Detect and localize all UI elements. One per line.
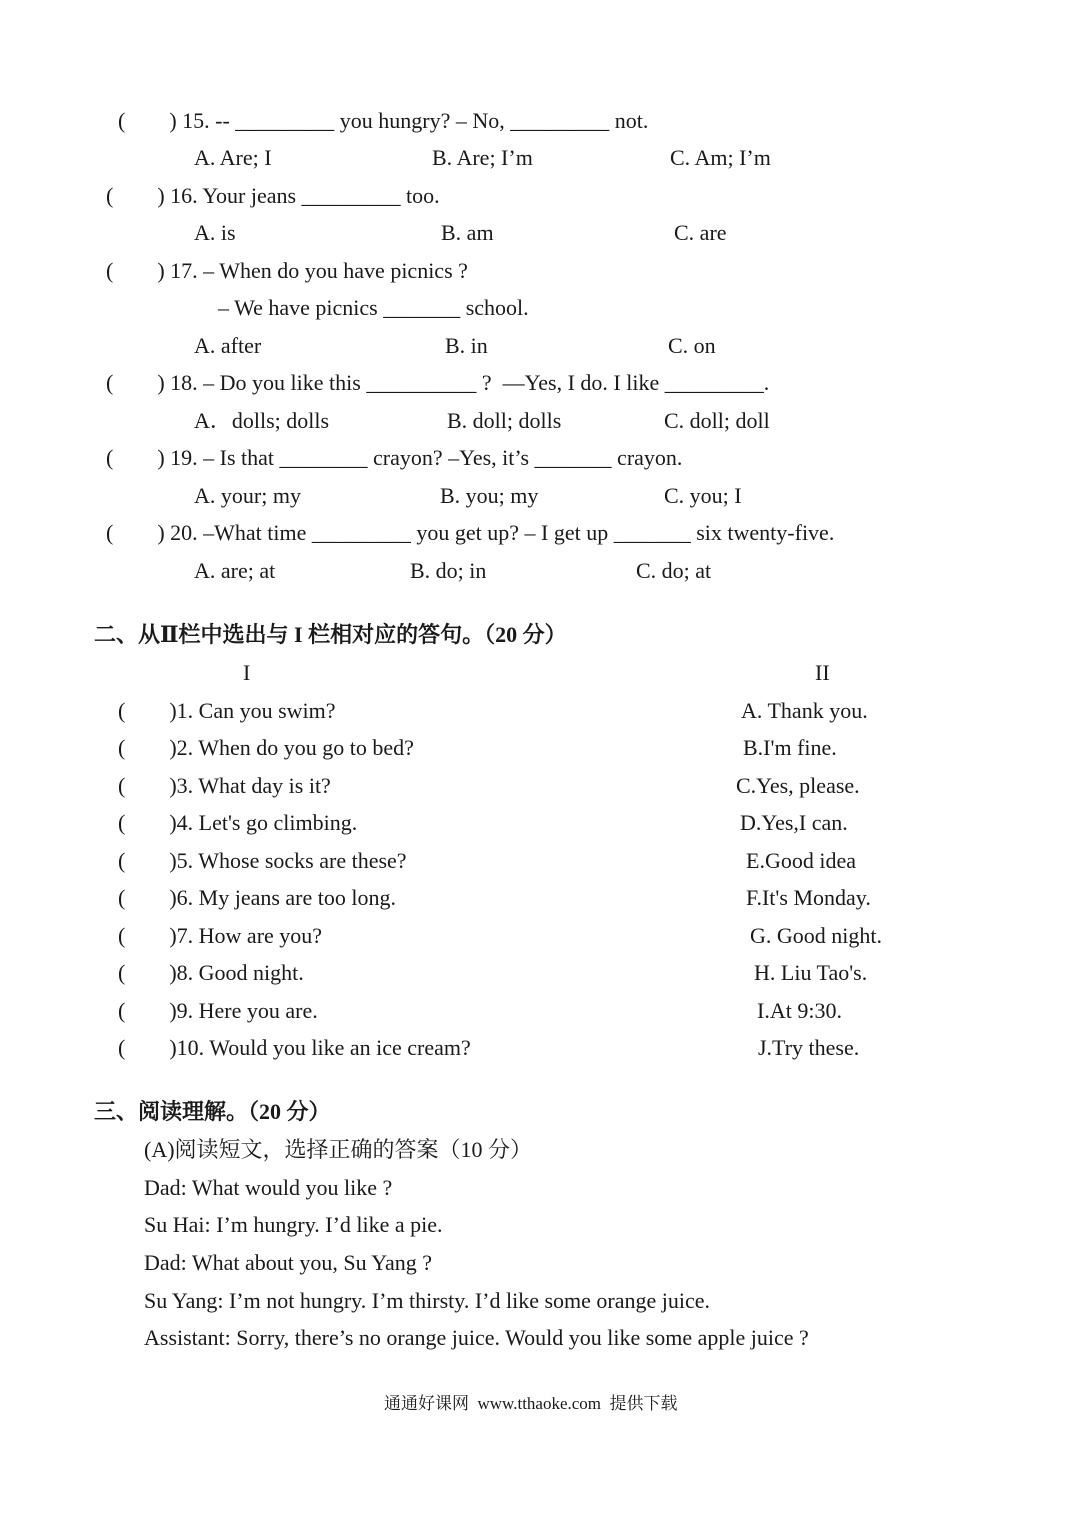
q15-option-b: B. Are; I’m: [432, 145, 533, 170]
q17-stem-reply: – We have picnics _______ school.: [218, 295, 529, 320]
match-answer: A. Thank you.: [741, 698, 868, 723]
q20-option-a: A. are; at: [194, 558, 276, 583]
q19-option-b: B. you; my: [440, 483, 539, 508]
q19-option-c: C. you; I: [664, 483, 742, 508]
match-question: ( )4. Let's go climbing.: [118, 810, 358, 835]
match-answer: J.Try these.: [758, 1035, 860, 1060]
match-answer: B.I'm fine.: [743, 735, 837, 760]
page-footer: 通通好课网 www.tthaoke.com 提供下载: [384, 1394, 678, 1413]
q17-option-a: A. after: [194, 333, 262, 358]
q16-stem: ( ) 16. Your jeans _________ too.: [106, 183, 440, 208]
dialog-line: Su Yang: I’m not hungry. I’m thirsty. I’d like some orange juice.: [144, 1288, 711, 1313]
q20-stem: ( ) 20. –What time _________ you get up? – I get up _______ six twenty-five.: [106, 520, 835, 545]
q17-option-b: B. in: [445, 333, 488, 358]
q17-option-c: C. on: [668, 333, 716, 358]
q20-option-b: B. do; in: [410, 558, 487, 583]
dialog-line: Dad: What would you like ?: [144, 1175, 393, 1200]
q15-option-a: A. Are; I: [194, 145, 272, 170]
q19-option-a: A. your; my: [194, 483, 301, 508]
q19-stem: ( ) 19. – Is that ________ crayon? –Yes, it’s _______ crayon.: [106, 445, 683, 470]
match-question: ( )7. How are you?: [118, 923, 323, 948]
q20-option-c: C. do; at: [636, 558, 712, 583]
q15-stem: ( ) 15. -- _________ you hungry? – No, _________ not.: [118, 108, 649, 133]
match-question: ( )10. Would you like an ice cream?: [118, 1035, 471, 1060]
q16-option-a: A. is: [194, 220, 236, 245]
q16-option-c: C. are: [674, 220, 727, 245]
q18-option-a: A．dolls; dolls: [194, 408, 330, 433]
match-question: ( )9. Here you are.: [118, 998, 318, 1023]
match-answer: D.Yes,I can.: [740, 810, 848, 835]
column-one-label: I: [243, 660, 251, 685]
match-question: ( )8. Good night.: [118, 960, 304, 985]
dialog-line: Su Hai: I’m hungry. I’d like a pie.: [144, 1212, 443, 1237]
section-two-heading: 二、从Ⅱ栏中选出与 I 栏相对应的答句。（20 分）: [94, 622, 567, 647]
q17-stem: ( ) 17. – When do you have picnics ?: [106, 258, 468, 283]
dialog-line: Dad: What about you, Su Yang ?: [144, 1250, 433, 1275]
q15-option-c: C. Am; I’m: [670, 145, 771, 170]
match-answer: I.At 9:30.: [757, 998, 842, 1023]
match-question: ( )2. When do you go to bed?: [118, 735, 414, 760]
column-two-label: II: [815, 660, 830, 685]
match-question: ( )3. What day is it?: [118, 773, 331, 798]
q18-option-b: B. doll; dolls: [447, 408, 562, 433]
match-answer: E.Good idea: [746, 848, 856, 873]
q18-stem: ( ) 18. – Do you like this __________ ? —Yes, I do. I like _________.: [106, 370, 770, 395]
reading-a-instruction: (A)阅读短文，选择正确的答案（10 分）: [144, 1137, 533, 1162]
dialog-line: Assistant: Sorry, there’s no orange juice. Would you like some apple juice ?: [144, 1325, 809, 1350]
q18-option-c: C. doll; doll: [664, 408, 770, 433]
section-three-heading: 三、阅读理解。（20 分）: [94, 1099, 331, 1124]
match-question: ( )6. My jeans are too long.: [118, 885, 396, 910]
match-answer: G. Good night.: [750, 923, 882, 948]
match-question: ( )5. Whose socks are these?: [118, 848, 407, 873]
match-question: ( )1. Can you swim?: [118, 698, 336, 723]
match-answer: H. Liu Tao's.: [754, 960, 868, 985]
match-answer: F.It's Monday.: [746, 885, 871, 910]
match-answer: C.Yes, please.: [736, 773, 860, 798]
q16-option-b: B. am: [441, 220, 494, 245]
